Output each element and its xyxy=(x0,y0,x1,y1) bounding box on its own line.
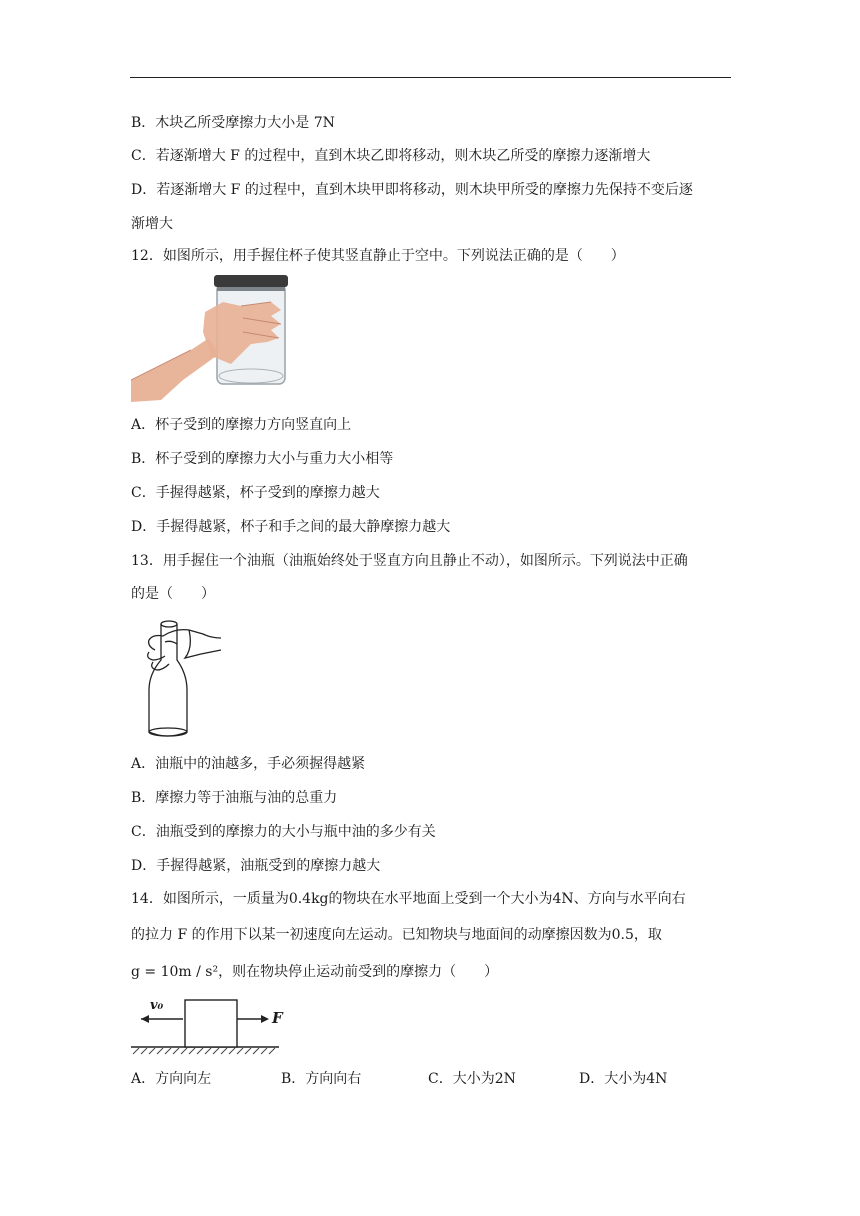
q11-option-c: C．若逐渐增大 F 的过程中，直到木块乙即将移动，则木块乙所受的摩擦力逐渐增大 xyxy=(131,148,651,164)
q13-option-d: D．手握得越紧，油瓶受到的摩擦力越大 xyxy=(131,858,381,874)
q11-option-d-line1: D．若逐渐增大 F 的过程中，直到木块甲即将移动，则木块甲所受的摩擦力先保持不变后逐 xyxy=(131,182,693,198)
page-header-rule xyxy=(130,77,731,78)
q12-option-d: D．手握得越紧，杯子和手之间的最大静摩擦力越大 xyxy=(131,519,451,535)
q14-option-a: A．方向向左 xyxy=(131,1071,212,1087)
q13-stem-line1: 13．用手握住一个油瓶（油瓶始终处于竖直方向且静止不动），如图所示。下列说法中正确 xyxy=(131,553,688,569)
q14-stem-line1: 14．如图所示，一质量为0.4kg的物块在水平地面上受到一个大小为4N、方向与水平向右 xyxy=(131,891,686,907)
q12-option-c: C．手握得越紧，杯子受到的摩擦力越大 xyxy=(131,485,380,501)
q14-option-c: C．大小为2N xyxy=(428,1071,516,1087)
q14-option-b: B．方向向右 xyxy=(281,1071,362,1087)
q14-stem-line3: g = 10m / s²，则在物块停止运动前受到的摩擦力（ ） xyxy=(131,964,499,980)
q14-option-d: D．大小为4N xyxy=(579,1071,668,1087)
q12-option-a: A．杯子受到的摩擦力方向竖直向上 xyxy=(131,417,352,433)
q11-option-d-line2: 渐增大 xyxy=(131,216,173,232)
hand-holding-bottle-figure xyxy=(141,612,227,740)
q12-option-b: B．杯子受到的摩擦力大小与重力大小相等 xyxy=(131,451,394,467)
q14-stem-line2: 的拉力 F 的作用下以某一初速度向左运动。已知物块与地面间的动摩擦因数为0.5，取 xyxy=(131,927,662,943)
q13-option-a: A．油瓶中的油越多，手必须握得越紧 xyxy=(131,756,366,772)
q12-stem: 12．如图所示，用手握住杯子使其竖直静止于空中。下列说法正确的是（ ） xyxy=(131,248,625,264)
q13-option-b: B．摩擦力等于油瓶与油的总重力 xyxy=(131,790,338,806)
q13-stem-line2: 的是（ ） xyxy=(131,586,215,602)
q14-options xyxy=(131,1069,731,1089)
force-label: F xyxy=(272,1009,283,1027)
hand-holding-cup-figure xyxy=(131,272,295,402)
q11-option-b: B．木块乙所受摩擦力大小是 7N xyxy=(131,115,335,131)
q13-option-c: C．油瓶受到的摩擦力的大小与瓶中油的多少有关 xyxy=(131,824,436,840)
velocity-label: v₀ xyxy=(150,998,164,1013)
